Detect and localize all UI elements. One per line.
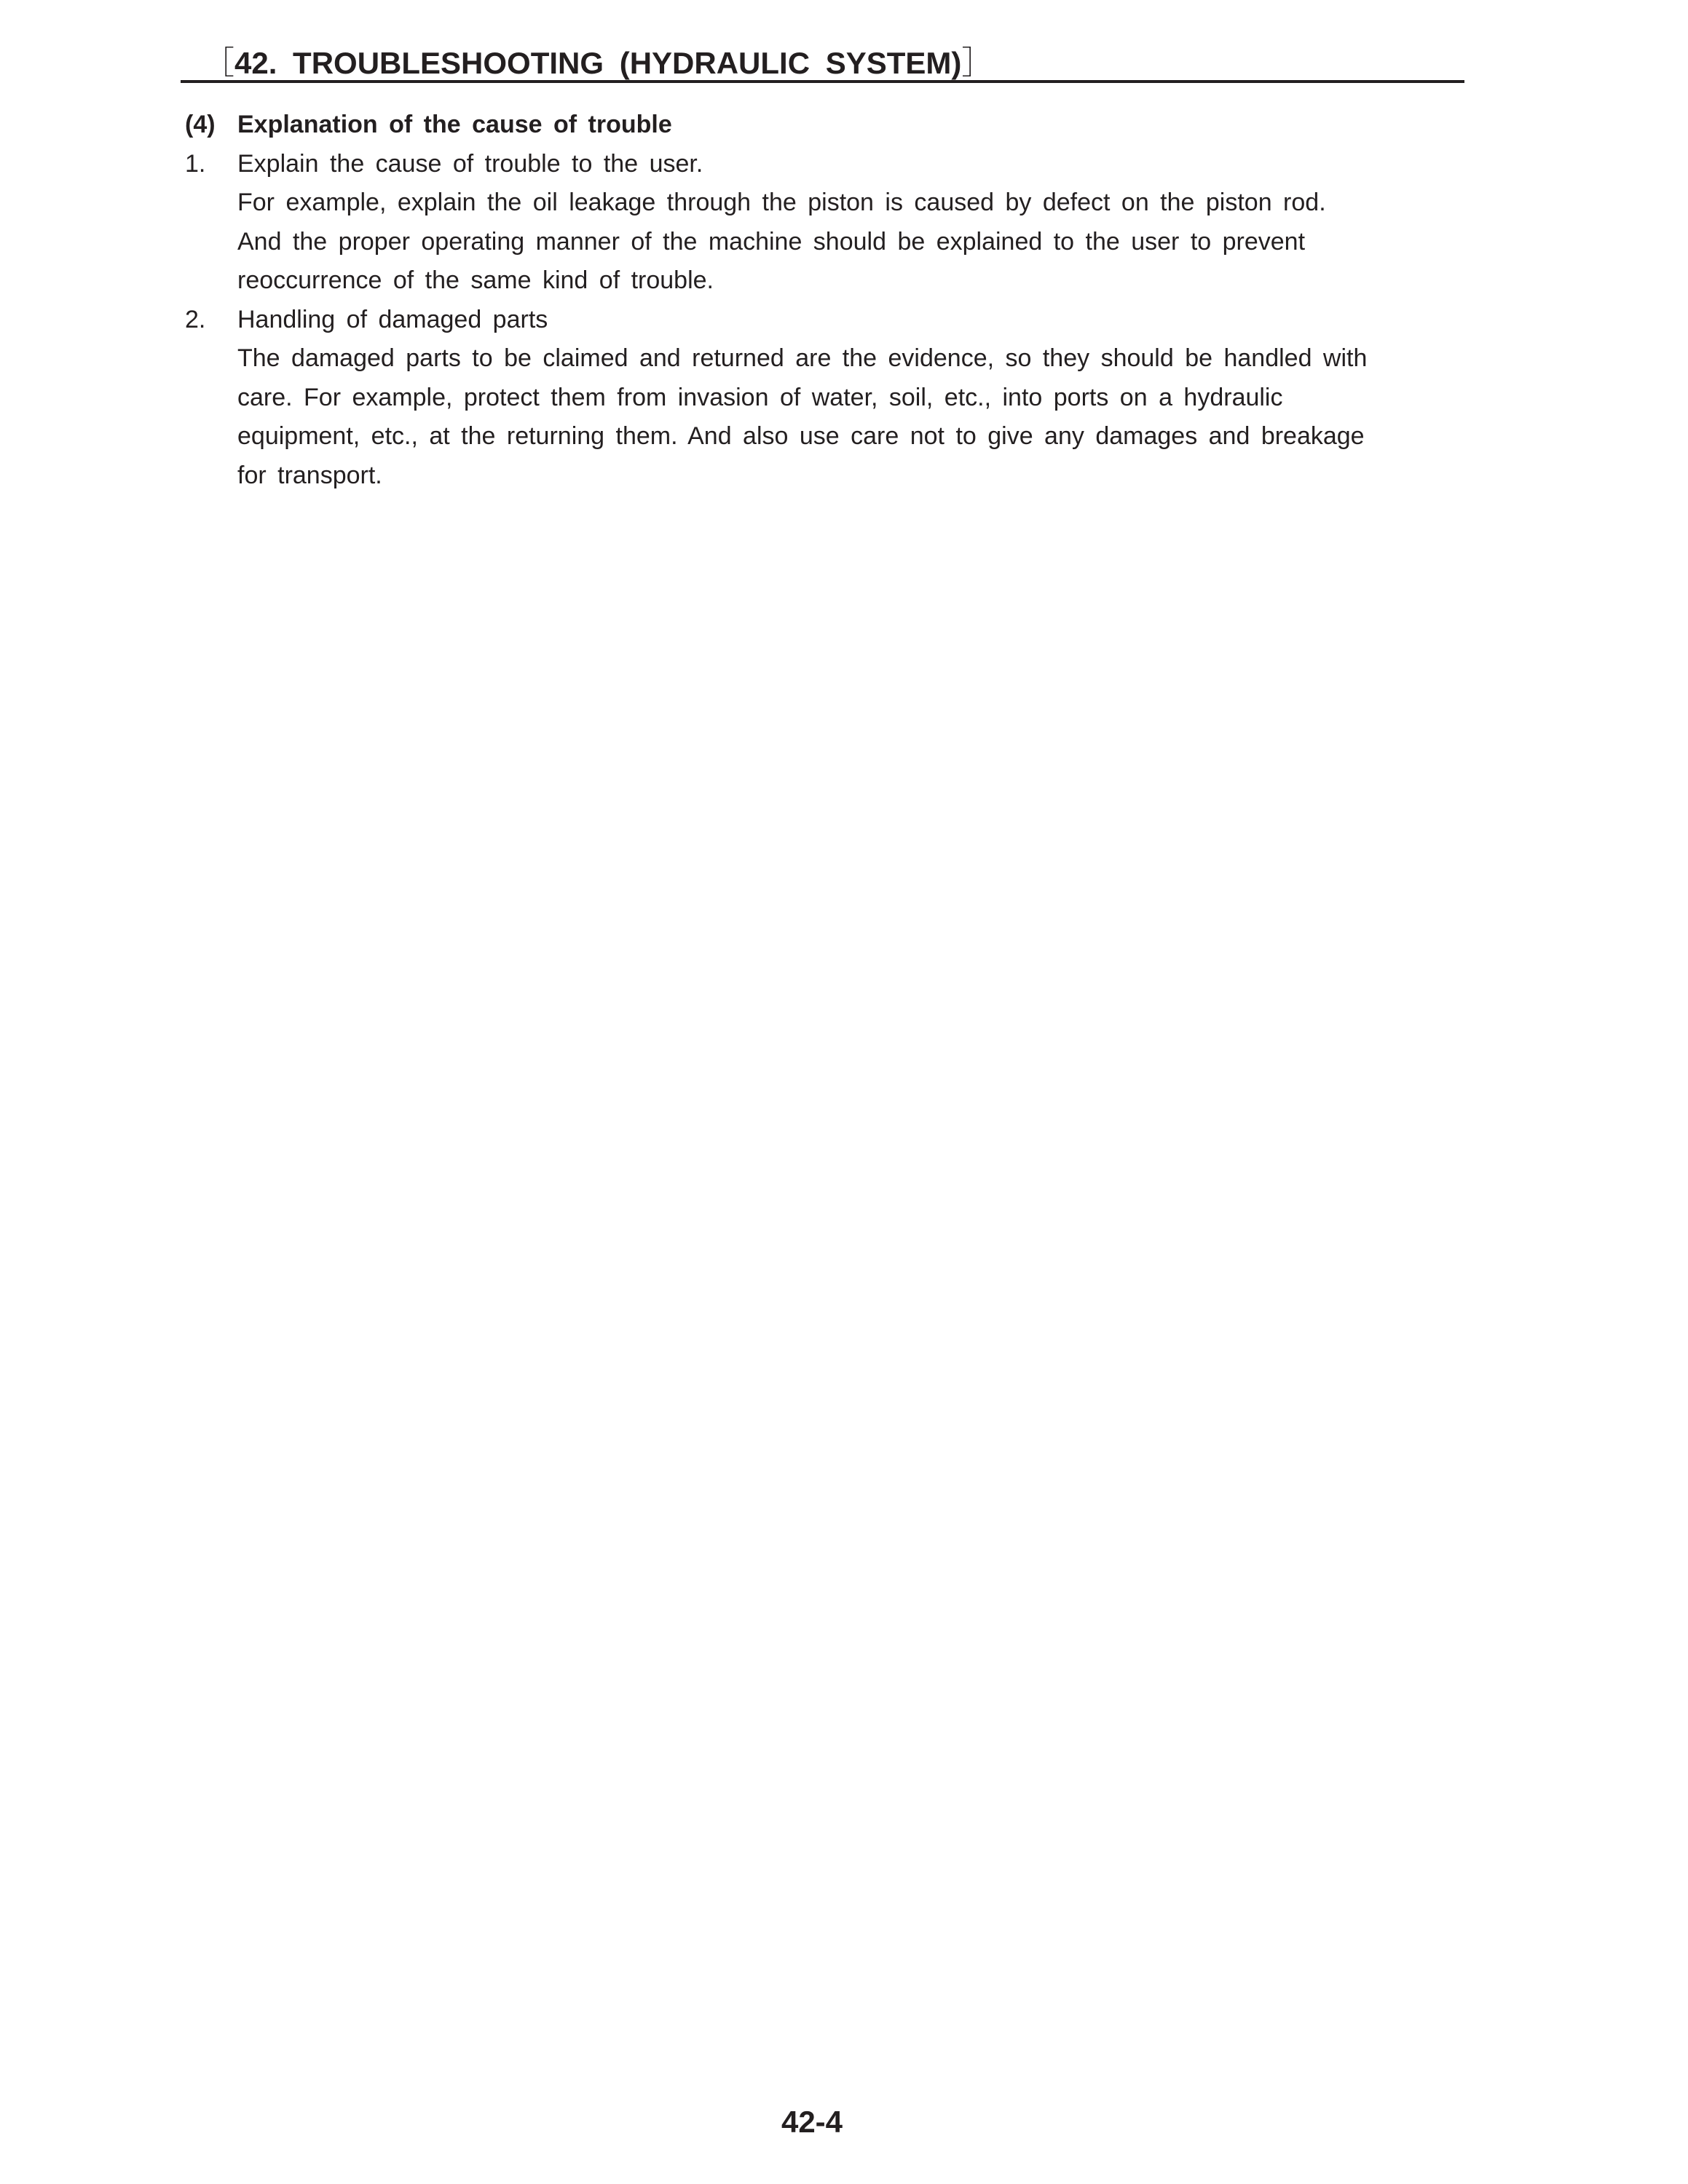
list-item xyxy=(185,145,1452,301)
list-item xyxy=(185,301,1452,496)
page-header xyxy=(181,32,1464,83)
paragraph-line: equipment, etc., at the returning them. And also use care not to give any damages and breakage xyxy=(237,422,1365,450)
section-number: (4) xyxy=(185,111,216,138)
list-item-title: Explain the cause of trouble to the user. xyxy=(237,149,703,178)
list-item-number: 2. xyxy=(185,305,206,333)
chapter-title xyxy=(202,36,993,83)
page-number: 42-4 xyxy=(781,2105,843,2139)
list-item-header xyxy=(185,145,1452,184)
paragraph-line: And the proper operating manner of the machine should be explained to the user to prevent xyxy=(237,227,1306,256)
header-bracket-close: ］ xyxy=(961,45,994,81)
paragraph-line: reoccurrence of the same kind of trouble. xyxy=(237,266,714,294)
section-heading-text: Explanation of the cause of trouble xyxy=(237,111,672,138)
list-item-title: Handling of damaged parts xyxy=(237,305,548,333)
paragraph-line: care. For example, protect them from invasion of water, soil, etc., into ports on a hydraulic xyxy=(237,383,1283,411)
list-item-header xyxy=(185,301,1452,340)
paragraph-line: for transport. xyxy=(237,461,382,489)
section-heading xyxy=(185,106,1452,145)
list-item-number: 1. xyxy=(185,149,206,178)
document-body xyxy=(185,106,1452,495)
paragraph-line: For example, explain the oil leakage through the piston is caused by defect on the piston rod. xyxy=(237,189,1326,216)
chapter-title-text: 42. TROUBLESHOOTING (HYDRAULIC SYSTEM) xyxy=(234,46,962,80)
paragraph-line: The damaged parts to be claimed and returned are the evidence, so they should be handled with xyxy=(237,344,1368,372)
header-bracket-open: ［ xyxy=(202,45,234,81)
